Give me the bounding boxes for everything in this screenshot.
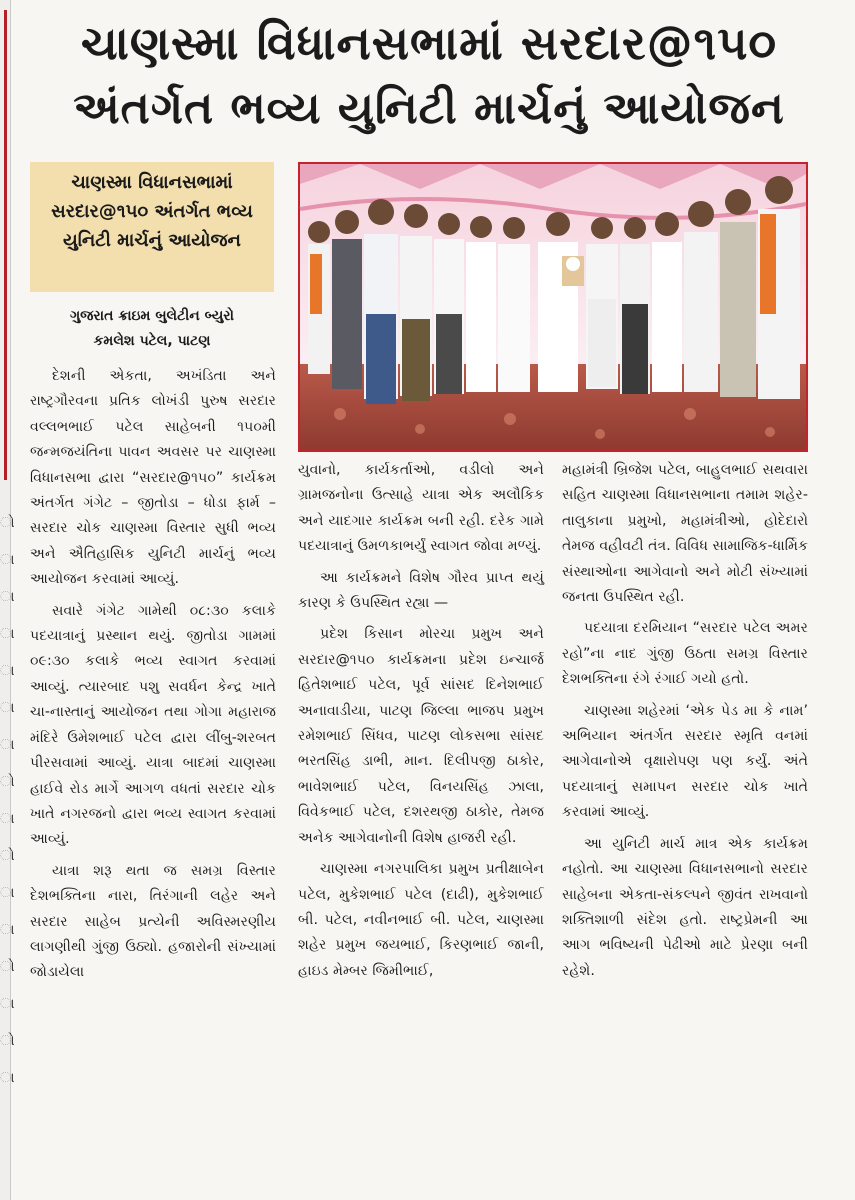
byline [30, 304, 274, 354]
article-column-3 [562, 458, 808, 990]
group-photo-icon [300, 164, 806, 450]
subheadline-box: ચાણસ્મા વિધાનસભામાં સરદાર@૧૫૦ અંતર્ગત ભવ્ય યુનિટી માર્ચનું આયોજન [30, 162, 274, 292]
paragraph: દેશની એકતા, અખંડિતા અને રાષ્ટ્રગૌરવના પ્રતિક લોખંડી પુરુષ સરદાર વલ્લભભાઈ પટેલ સાહેબની ૧૫૦મી જન્મજયંતિના પાવન અવસર પર ચાણસ્મા વિધાનસભા દ્વારા “સરદાર@૧૫૦” કાર્યક્રમ અંતર્ગત ગંગેટ – જીતોડા – ધોડા ફાર્મ – સરદાર ચોક ચાણસ્મા વિસ્તાર સુધી ભવ્ય અને ઐતિહાસિક યુનિટી માર્ચનું ભવ્ય આયોજન કરવામાં આવ્યું. [30, 368, 276, 588]
byline-bureau: ગુજરાત ક્રાઇમ બુલેટીન બ્યુરો [69, 308, 235, 324]
group-photo [298, 162, 808, 452]
paragraph: સવારે ગંગેટ ગામેથી ૦૮:૩૦ કલાકે પદયાત્રાનું પ્રસ્થાન થયું. જીતોડા ગામમાં ૦૯:૩૦ કલાકે ભવ્ય સ્વાગત કરવામાં આવ્યું. ત્યારબાદ પશુ સવર્ધન કેન્દ્ર ખાતે ચા-નાસ્તાનું આયોજન તથા ગોગા મહારાજ મંદિરે ઉમેશભાઈ પટેલ દ્વારા લીંબુ-શરબત પીરસવામાં આવ્યું. યાત્રા બાદમાં ચાણસ્મા હાઈવે રોડ માર્ગે આગળ વધતાં સરદાર ચોક ખાતે નગરજનો દ્વારા ભવ્ય સ્વાગત કરવામાં આવ્યું. [30, 602, 276, 848]
paragraph: યુવાનો, કાર્યકર્તાઓ, વડીલો અને ગ્રામજનોના ઉત્સાહે યાત્રા એક અલૌકિક અને યાદગાર કાર્યક્રમ બની રહી. દરેક ગામે પદયાત્રાનું ઉમળકાભર્યું સ્વાગત જોવા મળ્યું. [298, 462, 544, 555]
adjacent-article-edge: ો ા ા ા ા ા ા ો ા ો ા ા ો ા ો ા [0, 515, 15, 1086]
byline-reporter: કમલેશ પટેલ, પાટણ [93, 333, 211, 349]
paragraph: યાત્રા શરૂ થતા જ સમગ્ર વિસ્તાર દેશભક્તિના નારા, તિરંગાની લહેર અને સરદાર સાહેબ પ્રત્યેની અવિસ્મરણીય લાગણીથી ગુંજી ઉઠ્યો. હજારોની સંખ્યામાં જોડાયેલા [30, 862, 276, 981]
paragraph: મહામંત્રી બ્રિજેશ પટેલ, બાહુલભાઈ સથવારા સહિત ચાણસ્મા વિધાનસભાના તમામ શહેર-તાલુકાના પ્રમુખો, મહામંત્રીઓ, હોદેદારો તેમજ વહીવટી તંત્ર. વિવિધ સામાજિક-ધાર્મિક સંસ્થાઓના આગેવાનો અને મોટી સંખ્યામાં જનતા ઉપસ્થિત રહી. [562, 462, 808, 606]
paragraph: પ્રદેશ કિસાન મોરચા પ્રમુખ અને સરદાર@૧૫૦ કાર્યક્રમના પ્રદેશ ઇન્ચાર્જ હિતેશભાઈ પટેલ, પૂર્વ સાંસદ દિનેશભાઈ અનાવાડીયા, પાટણ જિલ્લા ભાજપ પ્રમુખ રમેશભાઈ સિંધવ, પાટણ લોકસભા સાંસદ ભરતસિંહ ડાભી, માન. દિલીપજી ઠાકોર, ભાવેશભાઈ પટેલ, વિનયસિંહ ઝાલા, વિવેકભાઈ પટેલ, દશરથજી ઠાકોર, તેમજ અનેક આગેવાનોની વિશેષ હાજરી રહી. [298, 626, 544, 846]
headline-line-2: અંતર્ગત ભવ્ય યુનિટી માર્ચનું આયોજન [73, 83, 785, 134]
paragraph: ચાણસ્મા શહેરમાં ‘એક પેડ મા કે નામ’ અભિયાન અંતર્ગત સરદાર સ્મૃતિ વનમાં આગેવાનોએ વૃક્ષારોપણ પણ કર્યું. અંતે પદયાત્રાનું સમાપન સરદાર ચોક ખાતે કરવામાં આવ્યું. [562, 702, 808, 821]
paragraph: આ કાર્યક્રમને વિશેષ ગૌરવ પ્રાપ્ત થયું કારણ કે ઉપસ્થિત રહ્યા — [298, 569, 544, 612]
paragraph: આ યુનિટી માર્ચ માત્ર એક કાર્યક્રમ નહોતો. આ ચાણસ્મા વિધાનસભાનો સરદાર સાહેબના એકતા-સંકલ્પને જીવંત રાખવાનો શક્તિશાળી સંદેશ હતો. રાષ્ટ્રપ્રેમની આ આગ ભવિષ્યની પેઢીઓ માટે પ્રેરણા બની રહેશે. [562, 835, 808, 979]
red-rule [4, 10, 7, 480]
article-column-2 [298, 458, 544, 990]
headline [14, 10, 844, 142]
paragraph: ચાણસ્મા નગરપાલિકા પ્રમુખ પ્રતીક્ષાબેન પટેલ, મુકેશભાઈ પટેલ (દાઢી), મુકેશભાઈ બી. પટેલ, નવીનભાઈ બી. પટેલ, ચાણસ્મા શહેર પ્રમુખ જયભાઈ, કિરણભાઈ જાની, હાઇડ મેમ્બર જિમીભાઈ, [298, 861, 544, 979]
article-column-1 [30, 364, 276, 992]
headline-line-1: ચાણસ્મા વિધાનસભામાં સરદાર@૧૫૦ [80, 16, 778, 70]
paragraph: પદયાત્રા દરમિયાન “સરદાર પટેલ અમર રહો”ના નાદ ગુંજી ઉઠતા સમગ્ર વિસ્તાર દેશભક્તિના રંગે રંગાઈ ગયો હતો. [562, 620, 808, 688]
